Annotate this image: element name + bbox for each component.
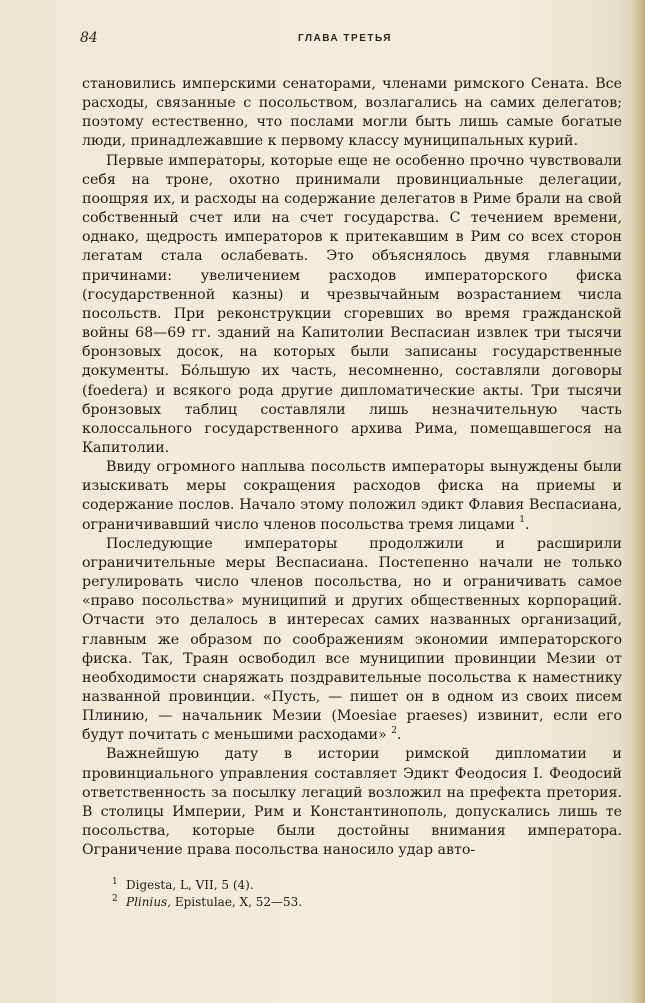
page-number: 84	[80, 30, 98, 46]
paragraph: Ввиду огромного наплыва посольств императоры вынуждены были изыскивать меры сокращения расходов фиска на приемы и содержание послов. Начало этому положил эдикт Флавия Веспасиана, ограничивавший число членов посольства тремя лицами $^1$.	[82, 459, 622, 533]
main-text	[82, 75, 622, 860]
paragraph: Первые императоры, которые еще не особенно прочно чувствовали себя на троне, охотно принимали провинциальные делегации, поощряя их, и расходы на содержание делегатов в Риме брали на свой собственный счет или на счет государства. С течением времени, однако, щедрость императоров к притекавшим в Рим со всех сторон легатам стала ослабевать. Это объяснялось двумя главными причинами: увеличением расходов императорского фиска (государственной казны) и чрезвычайным возрастанием числа посольств. При реконструкции сгоревших во время гражданской войны 68—69 гг. зданий на Капитолии Веспасиан извлек три тысячи бронзовых досок, на которых были записаны государственные документы. Бо́льшую их часть, несомненно, составляли договоры (foedera) и всякого рода другие дипломатические акты. Три тысячи бронзовых таблиц составляли лишь незначительную часть колоссального государственного архива Рима, помещавшегося на Капитолии.	[82, 152, 622, 456]
footnote: 1 Digesta, L, VII, 5 (4).	[112, 877, 254, 892]
footnote-source: Digesta	[126, 878, 173, 892]
page-edge	[631, 0, 645, 1003]
page-header	[80, 30, 610, 50]
footnote-ref[interactable]: 2	[391, 725, 397, 736]
footnote-ref[interactable]: 1	[519, 514, 526, 525]
paragraph: становились имперскими сенаторами, членами римского Сената. Все расходы, связанные с посольством, возлагались на самих делегатов; поэтому естественно, что послами могли быть лишь самые богатые люди, принадлежавшие к первому классу муниципальных курий.	[82, 76, 622, 150]
footnote-source: Plinius	[126, 895, 168, 909]
paragraph: Последующие императоры продолжили и расширили ограничительные меры Веспасиана. Постепенно начали не только регулировать число членов посольства, но и ограничивать самое «право посольства» муниципий и других общественных корпораций. Отчасти это делалось в интересах самих названных организаций, главным же образом по соображениям экономии императорского фиска. Так, Траян освободил все муниципии провинции Мезии от необходимости снаряжать поздравительные посольства к наместнику названной провинции. «Пусть, — пишет он в одном из своих писем Плинию, — начальник Мезии (Moesiae praeses) извинит, если его будут почитать с меньшими расходами» $^2$.	[82, 535, 622, 744]
footnote-ref-text: , Epistulae, X, 52—53.	[167, 895, 303, 909]
footnote-ref-text: , L, VII, 5 (4).	[172, 878, 254, 892]
paragraph: Важнейшую дату в истории римской дипломатии и провинциального управления составляет Эдикт Феодосия I. Феодосий ответственность за посылку легаций возложил на префекта претория. В столицы Империи, Рим и Константинополь, допускались лишь те посольства, которые были достойны внимания императора. Ограничение права посольства наносило удар авто-	[82, 746, 622, 859]
footnotes	[112, 877, 612, 911]
footnote: 2 Plinius, Epistulae, X, 52—53.	[112, 894, 303, 909]
running-head: ГЛАВА ТРЕТЬЯ	[298, 33, 392, 44]
